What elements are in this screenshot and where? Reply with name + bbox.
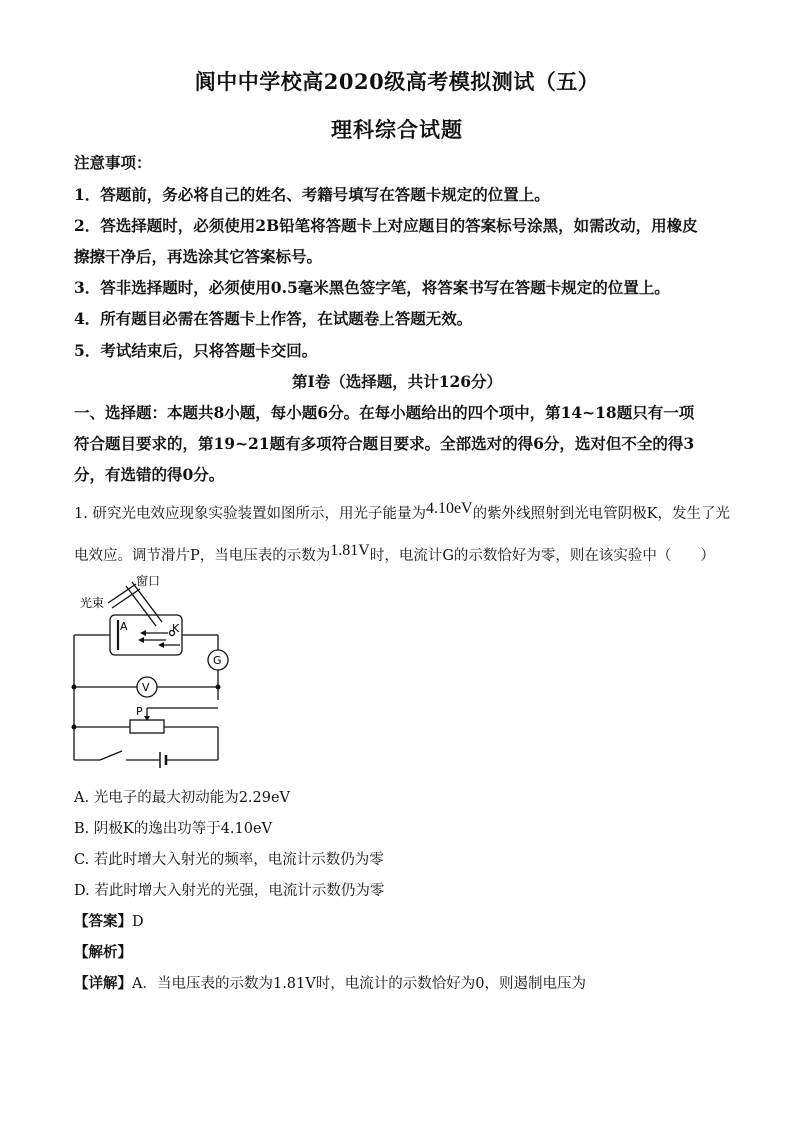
note-item: 2．答选择题时，必须使用2B铅笔将答题卡上对应题目的答案标号涂黑，如需改动，用橡皮	[74, 216, 698, 235]
answer-value: D	[132, 914, 144, 930]
anode-label: A	[120, 620, 128, 633]
electron-arrowhead	[158, 642, 164, 648]
exam-subtitle: 理科综合试题	[331, 117, 463, 142]
junction-dot	[72, 725, 77, 730]
detail-text: A．当电压表的示数为1.81V时，电流计的示数恰好为0，则遏制电压为	[132, 976, 586, 992]
option-d: D. 若此时增大入射光的光强，电流计示数仍为零	[74, 883, 385, 899]
section-instruction: 符合题目要求的，第19~21题有多项符合题目要求。全部选对的得6分，选对但不全的得3	[74, 434, 695, 453]
window-label: 窗口	[136, 574, 161, 588]
exam-title: 阆中中学校高2020级高考模拟测试（五）	[194, 69, 600, 94]
notes-heading: 注意事项：	[74, 153, 152, 172]
section-instruction: 一、选择题：本题共8小题，每小题6分。在每小题给出的四个项中，第14~18题只有一项	[74, 403, 695, 422]
beam-arrow	[132, 582, 162, 622]
answer-tag: 【答案】	[74, 913, 132, 930]
electron-arrowhead	[138, 637, 144, 643]
question-line-2	[74, 544, 715, 565]
beam-arrow	[126, 586, 156, 626]
beam-label: 光束	[80, 596, 105, 610]
section-instruction: 分，有选错的得0分。	[74, 465, 225, 484]
photoelectric-circuit-diagram	[60, 570, 240, 780]
junction-dot	[216, 685, 221, 690]
question-text: 的紫外线照射到光电管阴极K，发生了光	[472, 506, 730, 522]
option-c: C. 若此时增大入射光的频率，电流计示数仍为零	[74, 852, 384, 868]
note-item: 5．考试结束后，只将答题卡交回。	[74, 341, 318, 360]
galvanometer-label: G	[213, 654, 222, 667]
analysis-tag: 【解析】	[74, 944, 132, 961]
analysis-line	[74, 941, 132, 962]
cathode-label: K	[172, 622, 180, 635]
rheostat	[130, 720, 164, 733]
answer-line	[74, 910, 144, 931]
photon-energy-value: 4.10eV	[425, 500, 473, 517]
note-item: 擦擦干净后，再选涂其它答案标号。	[74, 247, 323, 266]
section-heading: 第Ⅰ卷（选择题，共计126分）	[291, 372, 503, 391]
option-b: B. 阴极K的逸出功等于4.10eV	[74, 821, 273, 837]
question-text: 时，电流计G的示数恰好为零，则在该实验中（ ）	[369, 548, 715, 564]
note-item: 1．答题前，务必将自己的姓名、考籍号填写在答题卡规定的位置上。	[74, 185, 550, 204]
junction-dot	[72, 685, 77, 690]
switch	[100, 751, 122, 760]
question-line-1	[74, 502, 730, 523]
voltmeter-label: V	[142, 681, 150, 694]
voltage-value: 1.81V	[330, 542, 370, 559]
question-text: 电效应。调节滑片P，当电压表的示数为	[74, 548, 331, 564]
question-text: 1. 研究光电效应现象实验装置如图所示，用光子能量为	[74, 506, 426, 522]
detail-tag: 【详解】	[74, 975, 132, 992]
detail-line	[74, 972, 586, 993]
note-item: 4．所有题目必需在答题卡上作答，在试题卷上答题无效。	[74, 309, 473, 328]
option-a: A. 光电子的最大初动能为2.29eV	[74, 790, 291, 806]
slider-label: P	[136, 705, 143, 718]
electron-arrowhead	[140, 630, 146, 636]
note-item: 3．答非选择题时，必须使用0.5毫米黑色签字笔，将答案书写在答题卡规定的位置上。	[74, 278, 670, 297]
